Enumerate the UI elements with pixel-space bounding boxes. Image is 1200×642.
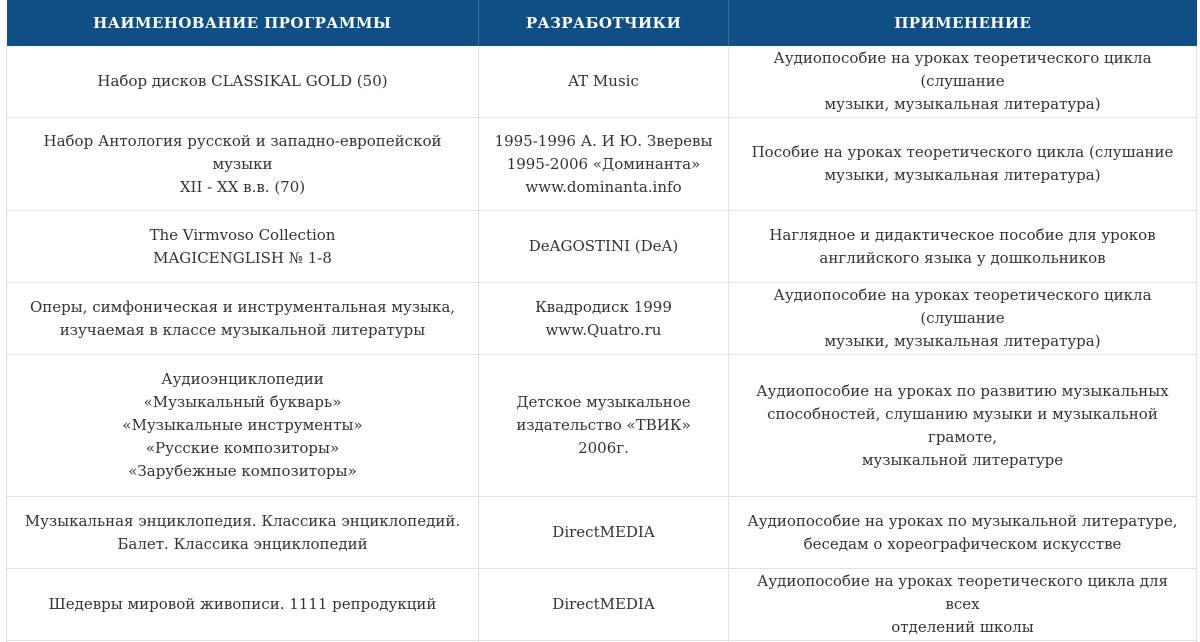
program-name-line: XII - XX в.в. (70) (179, 177, 306, 196)
usage-line: музыки, музыкальная литература) (824, 166, 1101, 184)
program-name-line: «Зарубежные композиторы» (128, 462, 357, 480)
table-row (7, 569, 1197, 641)
software-table (6, 0, 1197, 642)
usage-cell (729, 355, 1197, 497)
usage-line: Аудиопособие на уроках по музыкальной литературе, (747, 511, 1178, 530)
program-name-line: The Virmvoso Collection (149, 225, 336, 244)
usage-cell (729, 118, 1197, 211)
developer-cell (479, 46, 729, 118)
developer-cell (479, 118, 729, 211)
program-cell (7, 283, 479, 355)
program-name-line: Шедевры мировой живописи. 1111 репродукций (48, 595, 437, 613)
program-cell (7, 569, 479, 641)
usage-line: музыкальной литературе (861, 450, 1064, 469)
developer-cell (479, 355, 729, 497)
program-name-line: «Музыкальный букварь» (143, 393, 342, 411)
program-name-line: Набор дисков CLASSIKAL GOLD (50) (97, 72, 388, 90)
usage-line: Аудиопособие на уроках по развитию музыкальных (756, 381, 1169, 400)
usage-cell (729, 497, 1197, 569)
column-header-developer: РАЗРАБОТЧИКИ (479, 0, 729, 46)
developer-cell (479, 283, 729, 355)
program-name-line: «Музыкальные инструменты» (122, 416, 363, 434)
developer-line: DirectMEDIA (552, 595, 655, 613)
usage-line: беседам о хореографическом искусстве (803, 534, 1122, 553)
program-cell (7, 355, 479, 497)
table-row (7, 497, 1197, 569)
table-row (7, 283, 1197, 355)
program-cell (7, 211, 479, 283)
table-row (7, 211, 1197, 283)
usage-line: отделений школы (891, 618, 1034, 636)
usage-line: Пособие на уроках теоретического цикла (слушание (751, 143, 1174, 161)
usage-cell (729, 283, 1197, 355)
program-name-line: Набор Антология русской и западно-европейской музыки (43, 131, 442, 173)
program-name-line: Балет. Классика энциклопедий (117, 534, 368, 553)
developer-line: DirectMEDIA (552, 523, 655, 541)
developer-line: AT Music (568, 72, 639, 90)
usage-cell (729, 211, 1197, 283)
usage-line: Аудиопособие на уроках теоретического цикла для всех (756, 572, 1169, 613)
table-row (7, 46, 1197, 118)
program-name-line: Оперы, симфоническая и инструментальная музыка, (29, 297, 456, 316)
table-header (7, 0, 1197, 46)
program-name-line: Аудиоэнциклопедии (161, 370, 324, 388)
developer-line: издательство «ТВИК» 2006г. (516, 416, 691, 457)
usage-line: Аудиопособие на уроках теоретического цикла (слушание (773, 49, 1152, 90)
usage-line: Аудиопособие на уроках теоретического цикла (слушание (773, 286, 1152, 327)
developer-cell (479, 497, 729, 569)
developer-line: Детское музыкальное (516, 393, 691, 411)
program-name-line: «Русские композиторы» (145, 439, 340, 457)
table-row (7, 118, 1197, 211)
column-header-usage: ПРИМЕНЕНИЕ (894, 14, 1032, 32)
program-cell (7, 118, 479, 211)
developer-line: www.Quatro.ru (545, 320, 662, 339)
developer-line: 1995-1996 А. И Ю. Зверевы (494, 131, 713, 150)
usage-cell (729, 46, 1197, 118)
developer-cell (479, 569, 729, 641)
program-cell (7, 497, 479, 569)
usage-line: способностей, слушанию музыки и музыкальной грамоте, (767, 404, 1158, 446)
usage-line: музыки, музыкальная литература) (824, 332, 1101, 350)
developer-line: www.dominanta.info (525, 177, 682, 196)
developer-line: DeAGOSTINI (DeA) (528, 237, 679, 255)
usage-line: английского языка у дошкольников (819, 248, 1106, 267)
program-cell (7, 46, 479, 118)
program-name-line: изучаемая в классе музыкальной литературы (59, 320, 426, 339)
program-name-line: MAGICENGLISH № 1-8 (153, 248, 332, 267)
table-row (7, 355, 1197, 497)
usage-line: музыки, музыкальная литература) (824, 95, 1101, 113)
column-header-program: НАИМЕНОВАНИЕ ПРОГРАММЫ (7, 0, 479, 46)
program-name-line: Музыкальная энциклопедия. Классика энциклопедий. (24, 511, 461, 530)
header-row (7, 0, 1197, 46)
usage-line: Наглядное и дидактическое пособие для уроков (769, 225, 1156, 244)
developer-cell (479, 211, 729, 283)
usage-cell (729, 569, 1197, 641)
developer-line: Квадродиск 1999 (535, 297, 672, 316)
developer-line: 1995-2006 «Доминанта» (506, 154, 701, 173)
table-body (7, 46, 1197, 642)
